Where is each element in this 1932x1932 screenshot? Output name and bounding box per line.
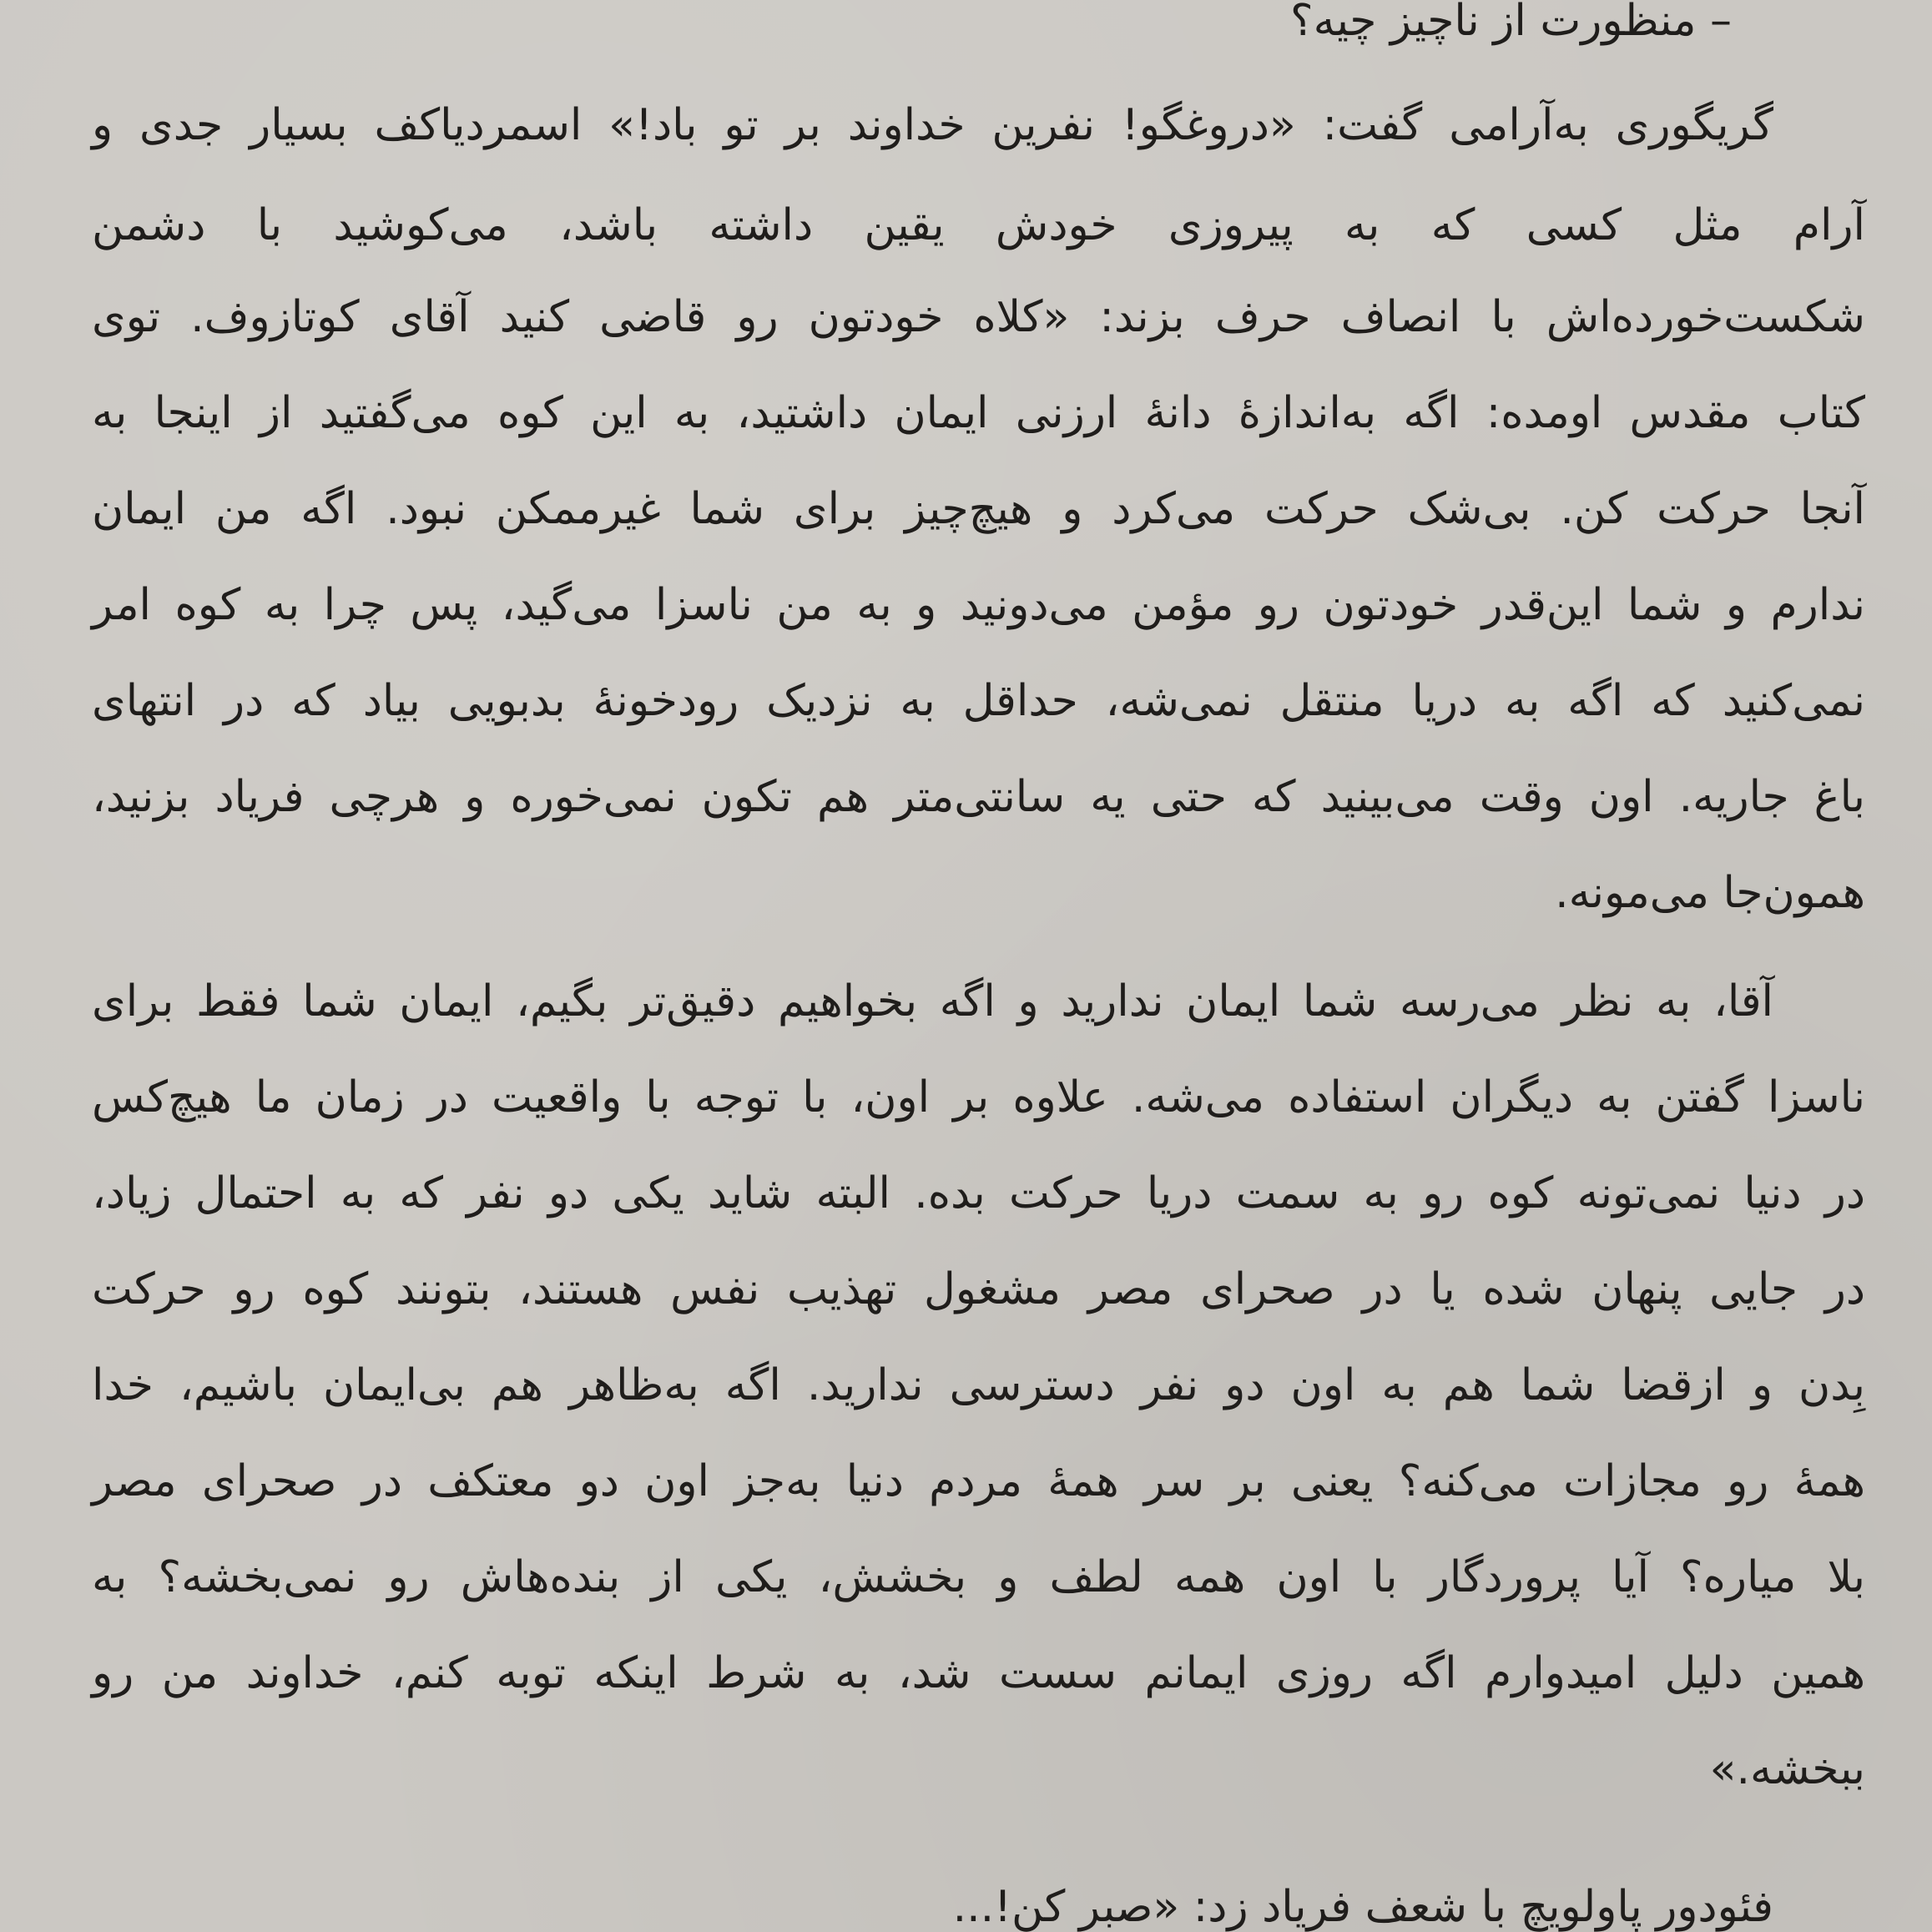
text-line: ندارم و شما این‌قدر خودتون رو مؤمن می‌دونید و به من ناسزا می‌گید، پس چرا به کوه امر	[92, 580, 1865, 630]
text-line: بلا میاره؟ آیا پروردگار با اون همه لطف و بخشش، یکی از بنده‌هاش رو نمی‌بخشه؟ به	[92, 1552, 1865, 1602]
text-line: ببخشه.»	[1709, 1744, 1865, 1794]
text-line: آنجا حرکت کن. بی‌شک حرکت می‌کرد و هیچ‌چیز برای شما غیرممکن نبود. اگه من ایمان	[92, 484, 1865, 534]
page-text	[92, 0, 1865, 1932]
text-line: در دنیا نمی‌تونه کوه رو به سمت دریا حرکت بده. البته شاید یکی دو نفر که به احتمال زیاد،	[92, 1168, 1865, 1218]
text-line: در جایی پنهان شده یا در صحرای مصر مشغول تهذیب نفس هستند، بتونند کوه رو حرکت	[92, 1264, 1865, 1314]
text-line: بِدن و ازقضا شما هم به اون دو نفر دسترسی ندارید. اگه به‌ظاهر هم بی‌ایمان باشیم، خدا	[92, 1360, 1865, 1410]
text-line: فئودور پاولویچ با شعف فریاد زد: «صبر کن!...	[952, 1882, 1773, 1932]
text-line: آرام مثل کسی که به پیروزی خودش یقین داشته باشد، می‌کوشید با دشمن	[92, 200, 1865, 250]
text-line: کتاب مقدس اومده: اگه به‌اندازهٔ دانهٔ ارزنی ایمان داشتید، به این کوه می‌گفتید از اینجا به	[92, 388, 1865, 438]
text-line: نمی‌کنید که اگه به دریا منتقل نمی‌شه، حداقل به نزدیک رودخونهٔ بدبویی بیاد که در انتهای	[92, 676, 1865, 726]
text-line: همهٔ رو مجازات می‌کنه؟ یعنی بر سر همهٔ مردم دنیا به‌جز اون دو معتکف در صحرای مصر	[92, 1456, 1865, 1506]
text-line: آقا، به نظر می‌رسه شما ایمان ندارید و اگه بخواهیم دقیق‌تر بگیم، ایمان شما فقط برای	[92, 976, 1773, 1027]
text-line: – منظورت از ناچیز چیه؟	[1290, 0, 1732, 46]
text-line: گریگوری به‌آرامی گفت: «دروغگو! نفرین خداوند بر تو باد!» اسمردیاکف بسیار جدی و	[92, 100, 1773, 150]
text-line: شکست‌خورده‌اش با انصاف حرف بزند: «کلاه خودتون رو قاضی کنید آقای کوتازوف. توی	[92, 292, 1865, 342]
text-line: ناسزا گفتن به دیگران استفاده می‌شه. علاوه بر اون، با توجه با واقعیت در زمان ما هیچ‌کس	[92, 1072, 1865, 1122]
text-line: همین دلیل امیدوارم اگه روزی ایمانم سست شد، به شرط اینکه توبه کنم، خداوند من رو	[92, 1648, 1865, 1698]
text-line: همون‌جا می‌مونه.	[1555, 868, 1865, 918]
text-line: باغ جاریه. اون وقت می‌بینید که حتی یه سانتی‌متر هم تکون نمی‌خوره و هرچی فریاد بزنید،	[92, 772, 1865, 822]
